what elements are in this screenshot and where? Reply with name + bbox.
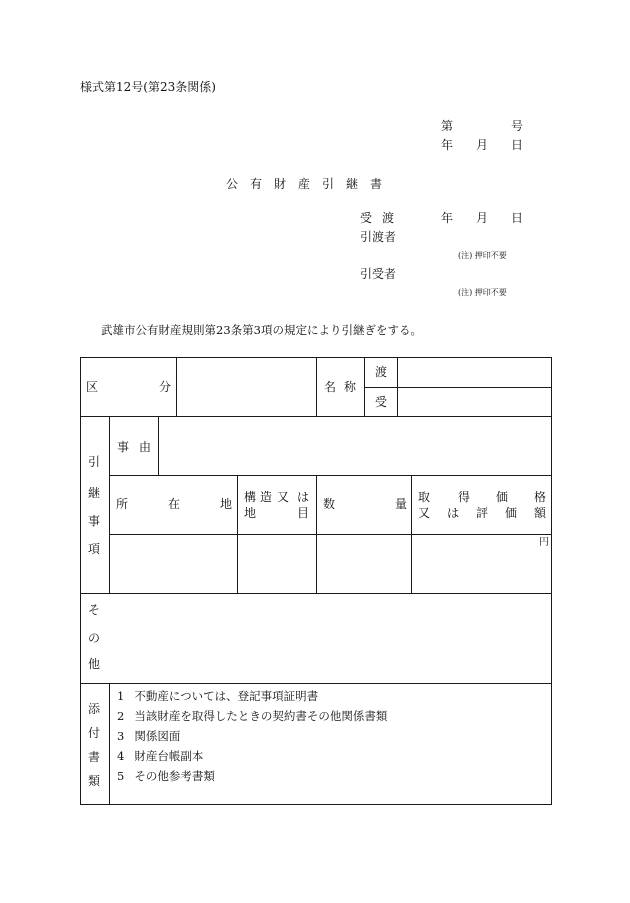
shozaichi-label-char: 所 [116,497,129,511]
kakaku-label-char: 取 [418,490,431,504]
chimoku-label-char: 目 [297,506,310,520]
attachment-item [117,749,203,763]
date-day-label: 日 [511,138,524,152]
attachment-text: 関係図面 [134,729,181,743]
tenpu-label-char: 書 [88,750,101,764]
hikitsugi-label-char: 継 [88,486,101,500]
suryo-label-char: 量 [395,497,408,511]
statement: 武雄市公有財産規則第23条第3項の規定により引継ぎをする。 [101,323,422,337]
suryo-label-char: 数 [323,497,336,511]
uke-name-cell[interactable] [398,388,551,416]
title-char: 公 [226,177,239,191]
sonota-label-char: の [88,631,101,645]
kubun-label-char: 分 [159,380,172,394]
title-char: 引 [322,177,335,191]
attachment-text: 不動産については、登記事項証明書 [134,689,319,703]
yen-unit: 円 [539,537,549,548]
doc-number-dai: 第 [441,119,454,133]
attachment-text: 財産台帳副本 [134,749,204,763]
hyoka-label-char: は [447,506,460,520]
attachment-text: その他参考書類 [134,769,215,783]
hyoka-label-char: 価 [505,506,518,520]
meisho-label-char: 称 [344,380,357,394]
tenpu-label-char: 類 [88,774,101,788]
date-month-label: 月 [476,138,489,152]
shozaichi-value-cell[interactable] [110,535,237,593]
attachment-number: 5 [117,769,125,783]
sonota-label-char: そ [88,603,101,617]
title-char: 書 [370,177,383,191]
title-char: 財 [274,177,287,191]
hikitsugi-label-char: 引 [88,455,101,469]
attachment-item [117,729,180,743]
title-char: 有 [250,177,263,191]
shozaichi-label-char: 在 [168,497,181,511]
doc-number-gou: 号 [511,119,524,133]
title-char: 産 [298,177,311,191]
seal-not-required-note: (注) 押印不要 [458,288,507,297]
kouzou-label-char: 造 [260,490,273,504]
kouzou-value-cell[interactable] [238,535,316,593]
title-char: 継 [346,177,359,191]
uke-label: 受 [375,395,388,409]
kubun-label-char: 区 [86,380,99,394]
kouzou-label-char: 構 [244,490,257,504]
watashi-name-cell[interactable] [398,358,551,387]
attachment-item [117,689,318,703]
hikitsugi-label-char: 項 [88,542,101,556]
attachment-text: 当該財産を取得したときの契約書その他関係書類 [134,709,388,723]
kakaku-label-char: 得 [458,490,471,504]
attachment-number: 1 [117,689,125,703]
hyoka-label-char: 評 [476,506,489,520]
receiver-label: 引受者 [360,267,397,281]
tenpu-label-char: 添 [88,702,101,716]
date-year-label: 年 [441,138,454,152]
kouzou-label-char: は [297,490,310,504]
hyoka-label-char: 又 [418,506,431,520]
kubun-value-cell[interactable] [177,358,316,416]
handover-year-label: 年 [441,211,454,225]
handover-day-label: 日 [511,211,524,225]
chimoku-label-char: 地 [244,506,257,520]
form-number: 様式第12号(第23条関係) [80,80,216,94]
handover-month-label: 月 [476,211,489,225]
jiyu-value-cell[interactable] [159,417,551,475]
kouzou-label-char: 又 [277,490,290,504]
suryo-value-cell[interactable] [317,535,411,593]
attachment-number: 2 [117,709,125,723]
handover-uke: 受 [360,211,373,225]
attachment-number: 3 [117,729,125,743]
attachment-item [117,769,215,783]
jiyu-label-char: 由 [139,440,152,454]
hikitsugi-label-char: 事 [88,514,101,528]
sonota-label-char: 他 [88,657,101,671]
sonota-value-cell[interactable] [81,594,551,683]
attachment-number: 4 [117,749,125,763]
seal-not-required-note: (注) 押印不要 [458,251,507,260]
watashi-label: 渡 [375,365,388,379]
attachment-item [117,709,387,723]
kakaku-label-char: 格 [534,490,547,504]
hyoka-label-char: 額 [534,506,547,520]
kakaku-value-cell[interactable] [412,535,551,593]
meisho-label-char: 名 [324,380,337,394]
jiyu-label-char: 事 [117,440,130,454]
giver-label: 引渡者 [360,230,397,244]
shozaichi-label-char: 地 [220,497,233,511]
tenpu-label-char: 付 [88,726,101,740]
handover-watashi: 渡 [382,211,395,225]
kakaku-label-char: 価 [496,490,509,504]
